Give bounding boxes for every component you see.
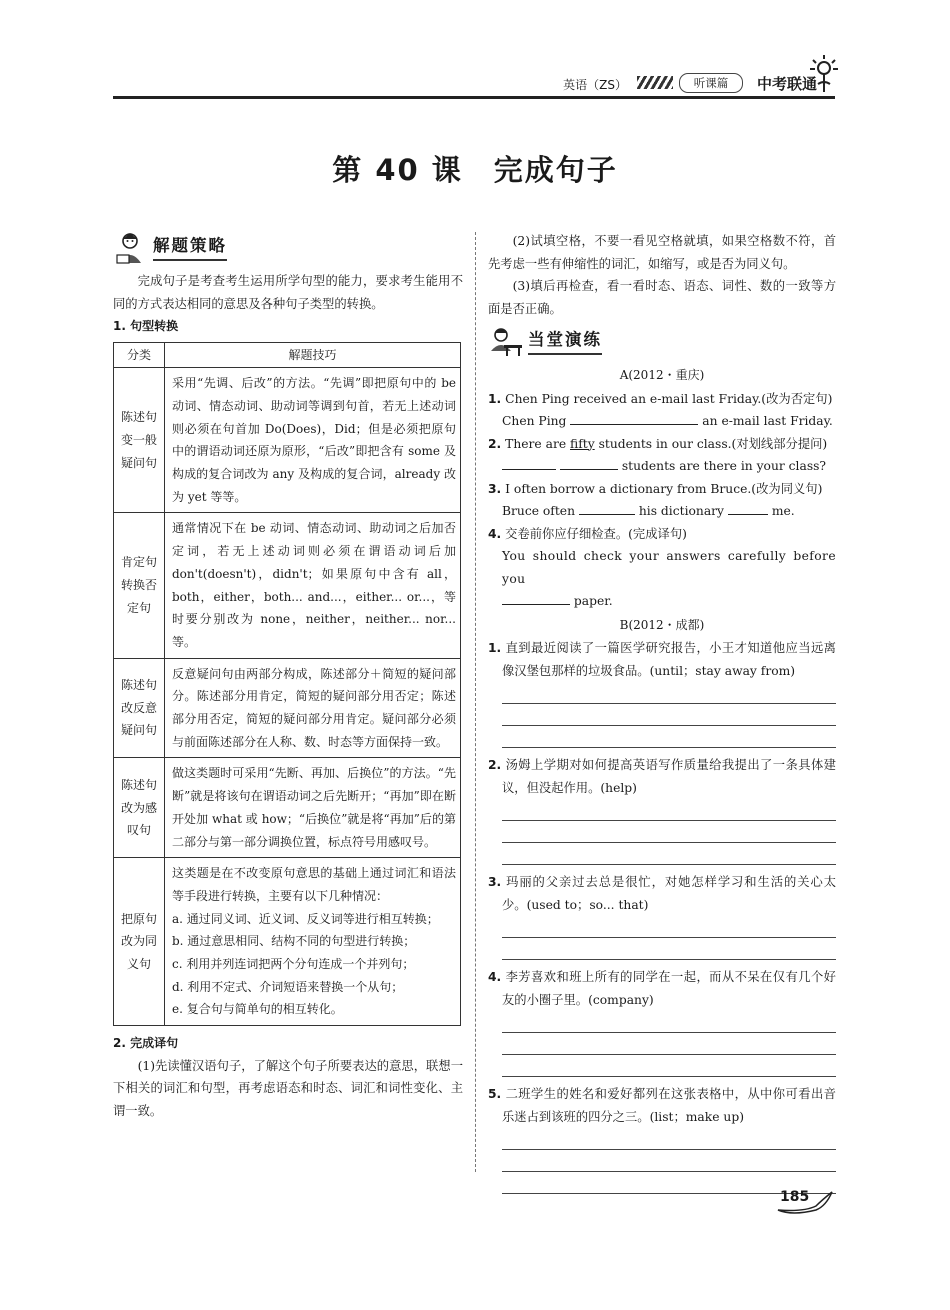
table-header-technique: 解题技巧: [165, 342, 461, 368]
technique-item: b. 通过意思相同、结构不同的句型进行转换；: [172, 934, 416, 949]
answer-blank[interactable]: [579, 502, 635, 515]
answer-line[interactable]: [502, 1128, 836, 1150]
row-category: 把原句改为同义句: [114, 858, 165, 1026]
question-number: 1.: [488, 641, 502, 655]
answer-blank[interactable]: [634, 412, 698, 425]
sun-logo-icon: [809, 54, 839, 94]
question-number: 4.: [488, 970, 502, 984]
table-row: [114, 368, 461, 513]
fill-text: You should check your answers carefully before you: [502, 549, 836, 586]
technique-item: a. 通过同义词、近义词、反义词等进行相互转换；: [172, 911, 439, 926]
question-b2: [488, 754, 836, 799]
question-text: 直到最近阅读了一篇医学研究报告，小王才知道他应当远离像汉堡包那样的垃圾食品。(until；stay away from): [502, 641, 836, 678]
answer-blank[interactable]: [560, 457, 618, 470]
row-category: 陈述句改反意疑问句: [114, 658, 165, 758]
fill-text: Chen Ping: [502, 414, 567, 428]
question-number: 3.: [488, 481, 502, 496]
question-number: 2.: [488, 436, 502, 451]
answer-line[interactable]: [502, 1150, 836, 1172]
strategy-heading: 解题策略: [153, 235, 227, 262]
answer-line[interactable]: [502, 1055, 836, 1077]
question-text: 二班学生的姓名和爱好都列在这张表格中，从中你可看出音乐迷占到该班的四分之三。(list；make up): [502, 1087, 836, 1124]
fill-text: Bruce often: [502, 504, 576, 518]
row-technique: 通常情况下在 be 动词、情态动词、助动词之后加否定词，若无上述动词则必须在谓语动词后加 don't(doesn't)，didn't；如果原句中含有 all，both，either，both... and...，either... or...，等时要分别改为 none，neither，neither... nor... 等。: [165, 513, 461, 658]
question-a4: [488, 523, 836, 546]
underlined-word: fifty: [570, 436, 595, 451]
row-technique: 采用“先调、后改”的方法。“先调”即把原句中的 be 动词、情态动词、助动词等调到句首，若无上述动词则必须在句首加 Do(Does)，Did；但是必须把原句中的谓语动词还原为原形，“后改”即把含有 some 及构成的复合词改为 any 及构成的复合词，already 改为 yet 等等。: [165, 368, 461, 513]
question-text: students in our class.(对划线部分提问): [594, 436, 828, 451]
page-number: 185: [780, 1189, 810, 1205]
question-text: 玛丽的父亲过去总是很忙，对她怎样学习和生活的关心太少。(used to；so... that): [502, 875, 836, 912]
technique-item: e. 复合句与简单句的相互转化。: [172, 1002, 343, 1017]
technique-intro: 这类题是在不改变原句意思的基础上通过词汇和语法等手段进行转换，主要有以下几种情况：: [172, 866, 456, 903]
question-text: 李芳喜欢和班上所有的同学在一起，而从不呆在仅有几个好友的小圈子里。(company): [502, 970, 836, 1007]
right-column: [488, 230, 836, 1194]
table-header-row: [114, 342, 461, 368]
desk-student-icon: [488, 327, 524, 357]
part-a-heading: A(2012・重庆): [619, 368, 705, 382]
question-a4-fill: [488, 545, 836, 590]
translation-tip-3: (3)填后再检查，看一看时态、语态、词性、数的一致等方面是否正确。: [488, 279, 836, 316]
answer-blank[interactable]: [502, 592, 570, 605]
table-row: [114, 858, 461, 1026]
question-number: 1.: [488, 391, 502, 406]
strategy-intro: 完成句子是考查考生运用所学句型的能力，要求考生能用不同的方式表达相同的意思及各种句子类型的转换。: [113, 274, 463, 311]
question-a4-fill-2: [488, 590, 836, 613]
question-a2: [488, 433, 836, 456]
fill-text: an e-mail last Friday.: [702, 414, 833, 428]
header-subject: 英语（ZS）: [563, 78, 627, 92]
technique-item: d. 利用不定式、介词短语来替换一个从句；: [172, 979, 404, 994]
question-text: I often borrow a dictionary from Bruce.(改为同义句): [505, 481, 823, 496]
question-b1: [488, 637, 836, 682]
row-technique: [165, 858, 461, 1026]
question-a3: [488, 478, 836, 501]
row-category: 肯定句转换否定句: [114, 513, 165, 658]
question-number: 5.: [488, 1087, 502, 1101]
header-brand: 中考联通: [756, 75, 817, 93]
question-text: 交卷前你应仔细检查。(完成译句): [505, 526, 687, 541]
question-b4: [488, 966, 836, 1011]
question-a3-fill: [488, 500, 836, 523]
question-a1: [488, 388, 836, 411]
answer-line[interactable]: [502, 1011, 836, 1033]
header-stripes-decoration: [637, 76, 673, 89]
practice-section-header: [488, 324, 836, 360]
translation-tip-2: (2)试填空格，不要一看见空格就填，如果空格数不符，首先考虑一些有伸缩性的词汇，如缩写，或是否为同义句。: [488, 234, 836, 271]
answer-line[interactable]: [502, 821, 836, 843]
fill-text: paper.: [573, 594, 613, 608]
row-category: 陈述句改为感叹句: [114, 758, 165, 858]
question-text: Chen Ping received an e-mail last Friday.(改为否定句): [505, 391, 833, 406]
header-badge: 听课篇: [679, 73, 743, 93]
answer-line[interactable]: [502, 1033, 836, 1055]
row-category: 陈述句变一般疑问句: [114, 368, 165, 513]
row-technique: 做这类题时可采用“先断、再加、后换位”的方法。“先断”就是将该句在谓语动词之后先断开；“再加”即在断开处加 what 或 how；“后换位”就是将“再加”后的第二部分与第一部分调换位置，标点符号用感叹号。: [165, 758, 461, 858]
answer-line[interactable]: [502, 726, 836, 748]
page-number-badge: [776, 1186, 836, 1218]
answer-line[interactable]: [502, 916, 836, 938]
answer-blank[interactable]: [570, 412, 634, 425]
column-divider: [475, 232, 476, 1172]
page-title: 第 40 课 完成句子: [332, 153, 618, 187]
question-b3: [488, 871, 836, 916]
answer-blank[interactable]: [728, 502, 768, 515]
answer-line[interactable]: [502, 799, 836, 821]
question-number: 4.: [488, 526, 502, 541]
question-text: 汤姆上学期对如何提高英语写作质量给我提出了一条具体建议，但没起作用。(help): [502, 758, 836, 795]
page-header: [113, 62, 835, 99]
left-column: [113, 230, 463, 1122]
question-b5: [488, 1083, 836, 1128]
question-a1-fill: [488, 410, 836, 433]
question-text: There are: [505, 436, 571, 451]
part-b-heading: B(2012・成都): [619, 617, 705, 632]
answer-line[interactable]: [502, 938, 836, 960]
table-header-category: 分类: [114, 342, 165, 368]
answer-line[interactable]: [502, 843, 836, 865]
translation-tip-1: (1)先读懂汉语句子，了解这个句子所要表达的意思，联想一下相关的词汇和句型，再考虑语态和时态、词汇和词性变化、主谓一致。: [113, 1058, 463, 1118]
answer-blank[interactable]: [502, 457, 556, 470]
table-row: [114, 513, 461, 658]
subsection-2-heading: 2. 完成译句: [113, 1036, 179, 1051]
strategy-table: [113, 342, 461, 1027]
strategy-section-header: [113, 230, 463, 266]
fill-text: his dictionary: [638, 504, 724, 518]
row-technique: 反意疑问句由两部分构成，陈述部分＋简短的疑问部分。陈述部分用肯定，简短的疑问部分用否定；陈述部分用否定，简短的疑问部分用肯定。疑问部分必须与前面陈述部分在人称、数、时态等方面保持一致。: [165, 658, 461, 758]
technique-item: c. 利用并列连词把两个分句连成一个并列句；: [172, 957, 415, 972]
question-a2-fill: [488, 455, 836, 478]
fill-text: me.: [771, 504, 795, 518]
table-row: [114, 758, 461, 858]
answer-line[interactable]: [502, 682, 836, 704]
subsection-1-heading: 1. 句型转换: [113, 319, 179, 333]
practice-heading: 当堂演练: [528, 329, 602, 356]
question-number: 2.: [488, 758, 502, 772]
question-number: 3.: [488, 875, 502, 889]
answer-line[interactable]: [502, 704, 836, 726]
table-row: [114, 658, 461, 758]
reading-student-icon: [113, 231, 149, 265]
fill-text: students are there in your class?: [621, 459, 827, 473]
